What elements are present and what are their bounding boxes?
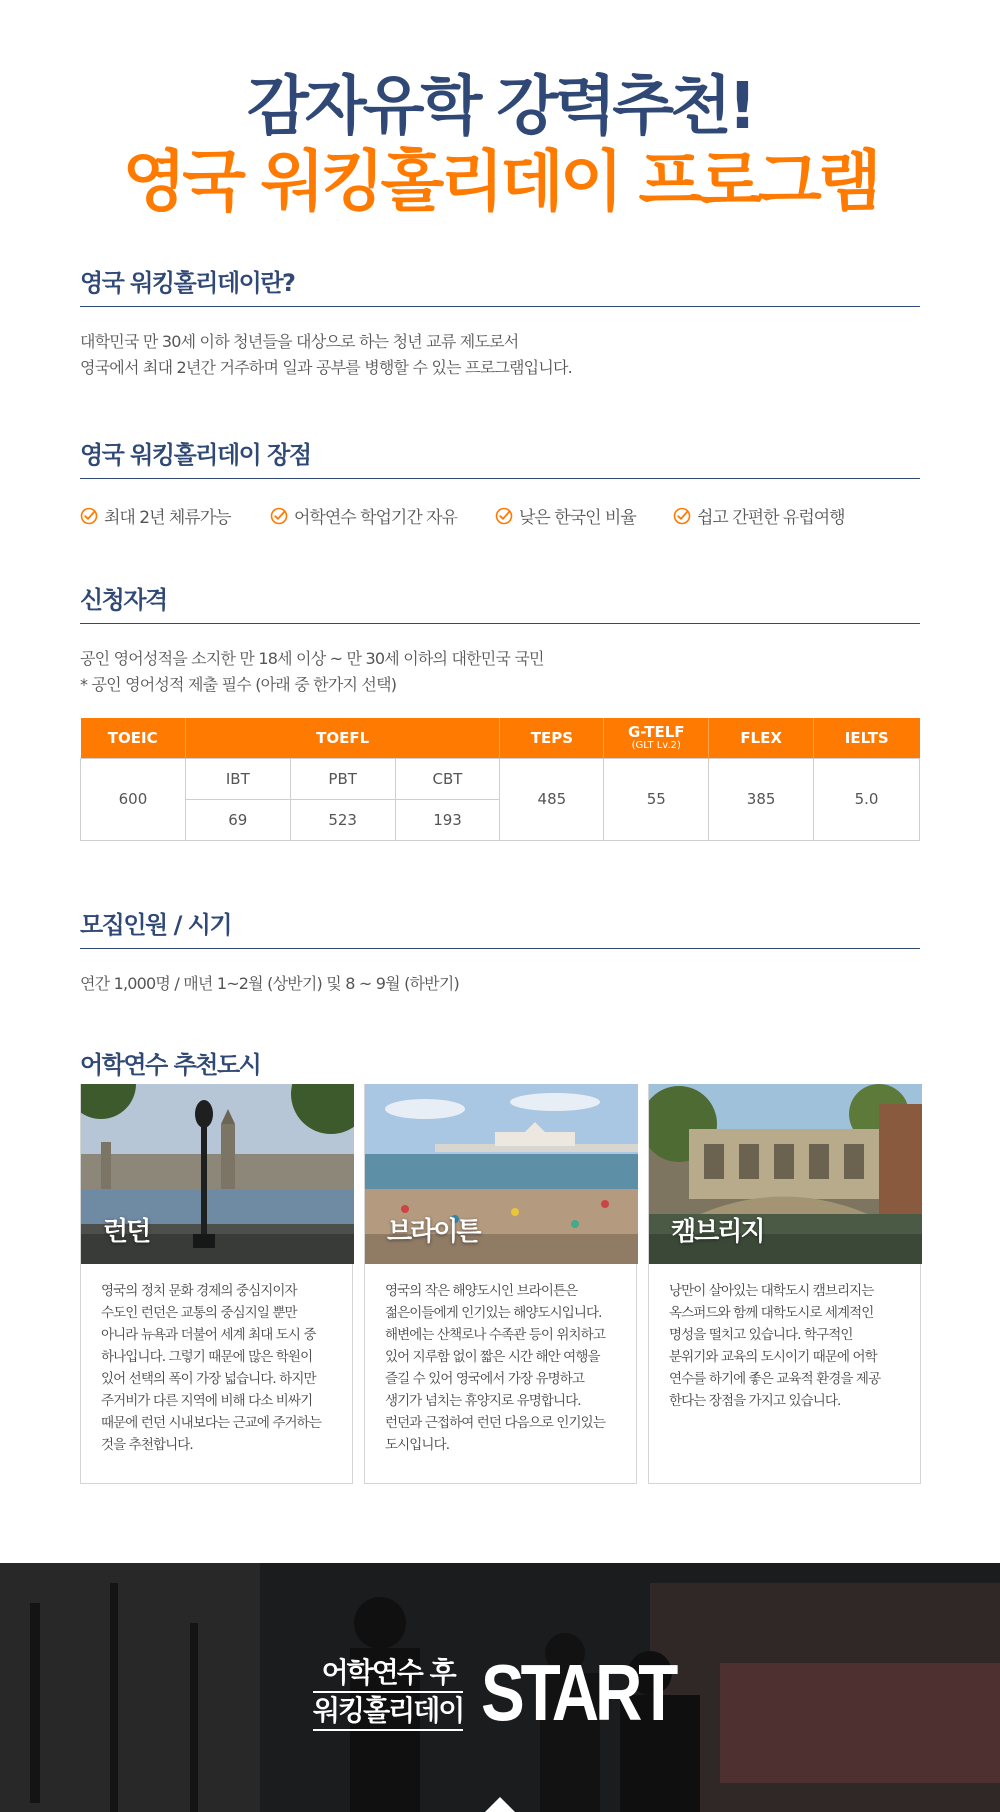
section-about bbox=[80, 268, 920, 381]
section-eligibility bbox=[80, 585, 920, 841]
desc-line: 생기가 넘치는 휴양지로 유명합니다. bbox=[385, 1393, 581, 1409]
section-title-about: 영국 워킹홀리데이란? bbox=[80, 268, 920, 307]
section-title-recruit: 모집인원 / 시기 bbox=[80, 910, 920, 949]
desc-line: 낭만이 살아있는 대학도시 캠브리지는 bbox=[669, 1283, 874, 1299]
merit-label: 어학연수 학업기간 자유 bbox=[294, 508, 458, 528]
hero-title bbox=[0, 70, 1000, 220]
desc-line: 연수를 하기에 좋은 교육적 환경을 제공 bbox=[669, 1371, 881, 1387]
section-merits bbox=[80, 440, 920, 528]
cell-ielts: 5.0 bbox=[814, 758, 920, 840]
banner-line-1: 어학연수 후 bbox=[313, 1655, 463, 1693]
section-title-merits: 영국 워킹홀리데이 장점 bbox=[80, 440, 920, 479]
score-table bbox=[80, 718, 920, 841]
city-cards bbox=[80, 1084, 920, 1484]
city-card-london bbox=[80, 1084, 353, 1484]
start-banner bbox=[0, 1563, 1000, 1812]
banner-start-text: START bbox=[481, 1648, 675, 1737]
section-title-eligibility: 신청자격 bbox=[80, 585, 920, 624]
desc-line: 영국의 정치 문화 경제의 중심지이자 bbox=[101, 1283, 297, 1299]
cell-toefl-score: 523 bbox=[290, 799, 395, 840]
desc-line: 옥스퍼드와 함께 대학도시로 세계적인 bbox=[669, 1305, 874, 1321]
header-gtelf-sub: (GLT Lv.2) bbox=[631, 739, 681, 751]
desc-line: 수도인 런던은 교통의 중심지일 뿐만 bbox=[101, 1305, 297, 1321]
check-circle-icon bbox=[80, 507, 98, 525]
hero-title-line2: 영국 워킹홀리데이 프로그램 bbox=[122, 143, 878, 220]
banner-line-2: 워킹홀리데이 bbox=[313, 1693, 463, 1731]
desc-line: 주거비가 다른 지역에 비해 다소 비싸기 bbox=[101, 1393, 313, 1409]
merit-item bbox=[270, 503, 495, 528]
desc-line: 있어 지루함 없이 짧은 시간 해안 여행을 bbox=[385, 1349, 600, 1365]
desc-line: 즐길 수 있어 영국에서 가장 유명하고 bbox=[385, 1371, 585, 1387]
check-circle-icon bbox=[673, 507, 691, 525]
desc-line: 영국의 작은 해양도시인 브라이튼은 bbox=[385, 1283, 578, 1299]
banner-small-text bbox=[313, 1655, 463, 1731]
desc-line: 도시입니다. bbox=[385, 1437, 450, 1453]
cell-toefl-score: 69 bbox=[185, 799, 290, 840]
banner-headline bbox=[313, 1647, 717, 1739]
eligibility-line-1: 공인 영어성적을 소지한 만 18세 이상 ~ 만 30세 이하의 대한민국 국민 bbox=[80, 649, 544, 668]
table-row bbox=[81, 758, 920, 799]
eligibility-text bbox=[80, 646, 920, 698]
city-card-cambridge bbox=[648, 1084, 921, 1484]
merit-label: 쉽고 간편한 유럽여행 bbox=[697, 508, 845, 528]
desc-line: 한다는 장점을 가지고 있습니다. bbox=[669, 1393, 841, 1409]
desc-line: 분위기와 교육의 도시이기 때문에 어학 bbox=[669, 1349, 877, 1365]
desc-line: 아니라 뉴욕과 더불어 세계 최대 도시 중 bbox=[101, 1327, 316, 1343]
check-circle-icon bbox=[270, 507, 288, 525]
cell-toefl-sub: CBT bbox=[395, 758, 500, 799]
table-header-row bbox=[81, 718, 920, 758]
city-photo-london bbox=[81, 1084, 354, 1264]
desc-line: 하나입니다. 그렇기 때문에 많은 학원이 bbox=[101, 1349, 313, 1365]
desc-line: 해변에는 산책로나 수족관 등이 위치하고 bbox=[385, 1327, 605, 1343]
desc-line: 있어 선택의 폭이 가장 넓습니다. 하지만 bbox=[101, 1371, 316, 1387]
about-text bbox=[80, 329, 920, 381]
city-card-brighton bbox=[364, 1084, 637, 1484]
city-desc-london bbox=[81, 1264, 352, 1456]
header-gtelf bbox=[604, 718, 709, 758]
cell-flex: 385 bbox=[709, 758, 814, 840]
check-circle-icon bbox=[495, 507, 513, 525]
header-gtelf-label: G-TELF bbox=[627, 722, 685, 741]
cell-toeic: 600 bbox=[81, 758, 186, 840]
recruit-text: 연간 1,000명 / 매년 1~2월 (상반기) 및 8 ~ 9월 (하반기) bbox=[80, 974, 459, 993]
city-photo-brighton bbox=[365, 1084, 638, 1264]
cell-toefl-score: 193 bbox=[395, 799, 500, 840]
merits-list bbox=[80, 503, 920, 528]
hero-title-line1: 감자유학 강력추천! bbox=[246, 70, 754, 144]
section-title-cities: 어학연수 추천도시 bbox=[80, 1051, 261, 1079]
city-desc-cambridge bbox=[649, 1264, 920, 1412]
city-name-brighton: 브라이튼 bbox=[387, 1217, 480, 1247]
desc-line: 런던과 근접하여 런던 다음으로 인기있는 bbox=[385, 1415, 605, 1431]
section-cities bbox=[80, 1050, 920, 1484]
desc-line: 것을 추천합니다. bbox=[101, 1437, 193, 1453]
merit-item bbox=[673, 503, 845, 528]
merit-label: 최대 2년 체류가능 bbox=[104, 508, 231, 528]
city-name-cambridge: 캠브리지 bbox=[671, 1217, 764, 1247]
header-ielts: IELTS bbox=[814, 718, 920, 758]
city-photo-cambridge bbox=[649, 1084, 922, 1264]
desc-line: 명성을 떨치고 있습니다. 학구적인 bbox=[669, 1327, 853, 1343]
eligibility-line-2: * 공인 영어성적 제출 필수 (아래 중 한가지 선택) bbox=[80, 675, 397, 694]
city-desc-brighton bbox=[365, 1264, 636, 1456]
header-teps: TEPS bbox=[500, 718, 604, 758]
header-toefl: TOEFL bbox=[185, 718, 500, 758]
desc-line: 젊은이들에게 인기있는 해양도시입니다. bbox=[385, 1305, 602, 1321]
merit-item bbox=[80, 503, 270, 528]
section-recruit bbox=[80, 910, 920, 997]
cell-toefl-sub: PBT bbox=[290, 758, 395, 799]
desc-line: 때문에 런던 시내보다는 근교에 주거하는 bbox=[101, 1415, 321, 1431]
about-line-2: 영국에서 최대 2년간 거주하며 일과 공부를 병행할 수 있는 프로그램입니다. bbox=[80, 358, 572, 377]
merit-item bbox=[495, 503, 673, 528]
city-name-london: 런던 bbox=[103, 1217, 150, 1247]
header-flex: FLEX bbox=[709, 718, 814, 758]
cell-teps: 485 bbox=[500, 758, 604, 840]
cell-toefl-sub: IBT bbox=[185, 758, 290, 799]
cell-gtelf: 55 bbox=[604, 758, 709, 840]
header-toeic: TOEIC bbox=[81, 718, 186, 758]
about-line-1: 대학민국 만 30세 이하 청년들을 대상으로 하는 청년 교류 제도로서 bbox=[80, 332, 519, 351]
merit-label: 낮은 한국인 비율 bbox=[519, 508, 636, 528]
